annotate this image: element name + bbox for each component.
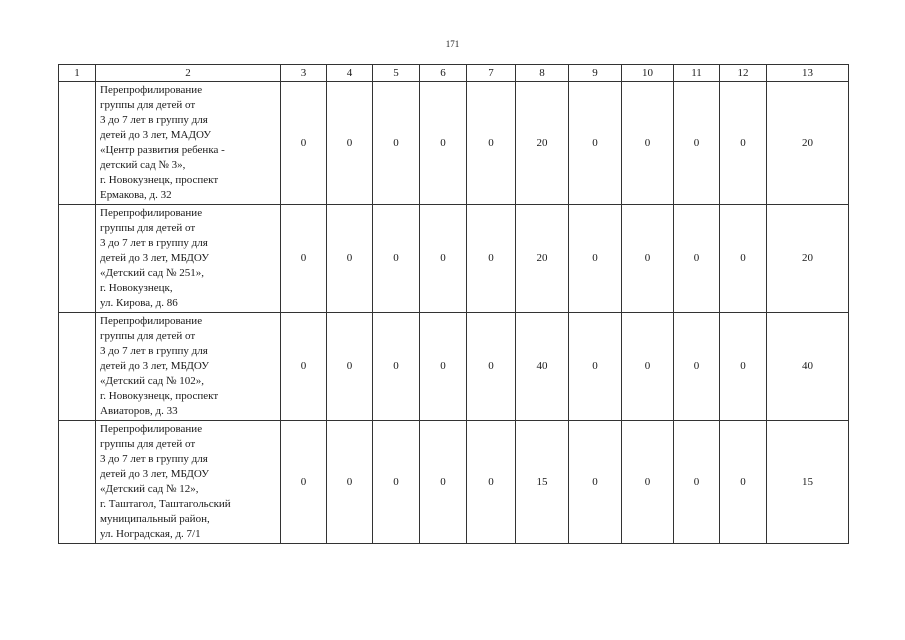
table-row: [59, 205, 849, 313]
value-cell: 20: [516, 82, 569, 205]
column-header: 7: [467, 65, 516, 82]
column-header: 12: [720, 65, 767, 82]
data-table: [58, 64, 849, 544]
value-cell: 0: [420, 313, 467, 421]
total-cell: 20: [767, 82, 849, 205]
value-cell: 0: [569, 205, 622, 313]
row-index-cell: [59, 421, 96, 544]
value-cell: 0: [420, 82, 467, 205]
column-header: 13: [767, 65, 849, 82]
column-header: 9: [569, 65, 622, 82]
table-row: [59, 313, 849, 421]
value-cell: 0: [622, 205, 674, 313]
column-header: 4: [327, 65, 373, 82]
value-cell: 0: [720, 313, 767, 421]
value-cell: 0: [569, 313, 622, 421]
value-cell: 0: [327, 205, 373, 313]
value-cell: 0: [569, 421, 622, 544]
value-cell: 0: [720, 205, 767, 313]
column-header: 1: [59, 65, 96, 82]
value-cell: 0: [720, 421, 767, 544]
value-cell: 15: [516, 421, 569, 544]
table-row: [59, 82, 849, 205]
value-cell: 0: [569, 82, 622, 205]
value-cell: 0: [327, 82, 373, 205]
row-index-cell: [59, 205, 96, 313]
row-description: Перепрофилирование группы для детей от 3 до 7 лет в группу для детей до 3 лет, МБДОУ «Детский сад № 102», г. Новокузнецк, проспект Авиаторов, д. 33: [96, 313, 281, 421]
value-cell: 0: [622, 313, 674, 421]
value-cell: 0: [373, 205, 420, 313]
value-cell: 0: [467, 313, 516, 421]
value-cell: 0: [281, 313, 327, 421]
row-description: Перепрофилирование группы для детей от 3 до 7 лет в группу для детей до 3 лет, МБДОУ «Детский сад № 12», г. Таштагол, Таштагольский муниципальный район, ул. Ноградская, д. 7/1: [96, 421, 281, 544]
value-cell: 0: [622, 82, 674, 205]
row-description: Перепрофилирование группы для детей от 3 до 7 лет в группу для детей до 3 лет, МБДОУ «Детский сад № 251», г. Новокузнецк, ул. Кирова, д. 86: [96, 205, 281, 313]
table-row: [59, 421, 849, 544]
value-cell: 0: [373, 421, 420, 544]
value-cell: 20: [516, 205, 569, 313]
column-header: 5: [373, 65, 420, 82]
column-header: 11: [674, 65, 720, 82]
value-cell: 40: [516, 313, 569, 421]
value-cell: 0: [327, 421, 373, 544]
value-cell: 0: [420, 205, 467, 313]
total-cell: 20: [767, 205, 849, 313]
value-cell: 0: [467, 82, 516, 205]
column-header: 6: [420, 65, 467, 82]
row-description: Перепрофилирование группы для детей от 3 до 7 лет в группу для детей до 3 лет, МАДОУ «Центр развития ребенка - детский сад № 3», г. Новокузнецк, проспект Ермакова, д. 32: [96, 82, 281, 205]
total-cell: 15: [767, 421, 849, 544]
row-index-cell: [59, 313, 96, 421]
value-cell: 0: [622, 421, 674, 544]
table-header-row: [59, 65, 849, 82]
column-header: 2: [96, 65, 281, 82]
value-cell: 0: [674, 313, 720, 421]
value-cell: 0: [467, 205, 516, 313]
value-cell: 0: [720, 82, 767, 205]
value-cell: 0: [674, 82, 720, 205]
value-cell: 0: [467, 421, 516, 544]
total-cell: 40: [767, 313, 849, 421]
value-cell: 0: [281, 421, 327, 544]
row-index-cell: [59, 82, 96, 205]
column-header: 3: [281, 65, 327, 82]
value-cell: 0: [674, 205, 720, 313]
value-cell: 0: [373, 82, 420, 205]
column-header: 8: [516, 65, 569, 82]
value-cell: 0: [327, 313, 373, 421]
value-cell: 0: [373, 313, 420, 421]
page-number: 171: [445, 39, 460, 49]
value-cell: 0: [281, 82, 327, 205]
value-cell: 0: [674, 421, 720, 544]
value-cell: 0: [281, 205, 327, 313]
value-cell: 0: [420, 421, 467, 544]
column-header: 10: [622, 65, 674, 82]
